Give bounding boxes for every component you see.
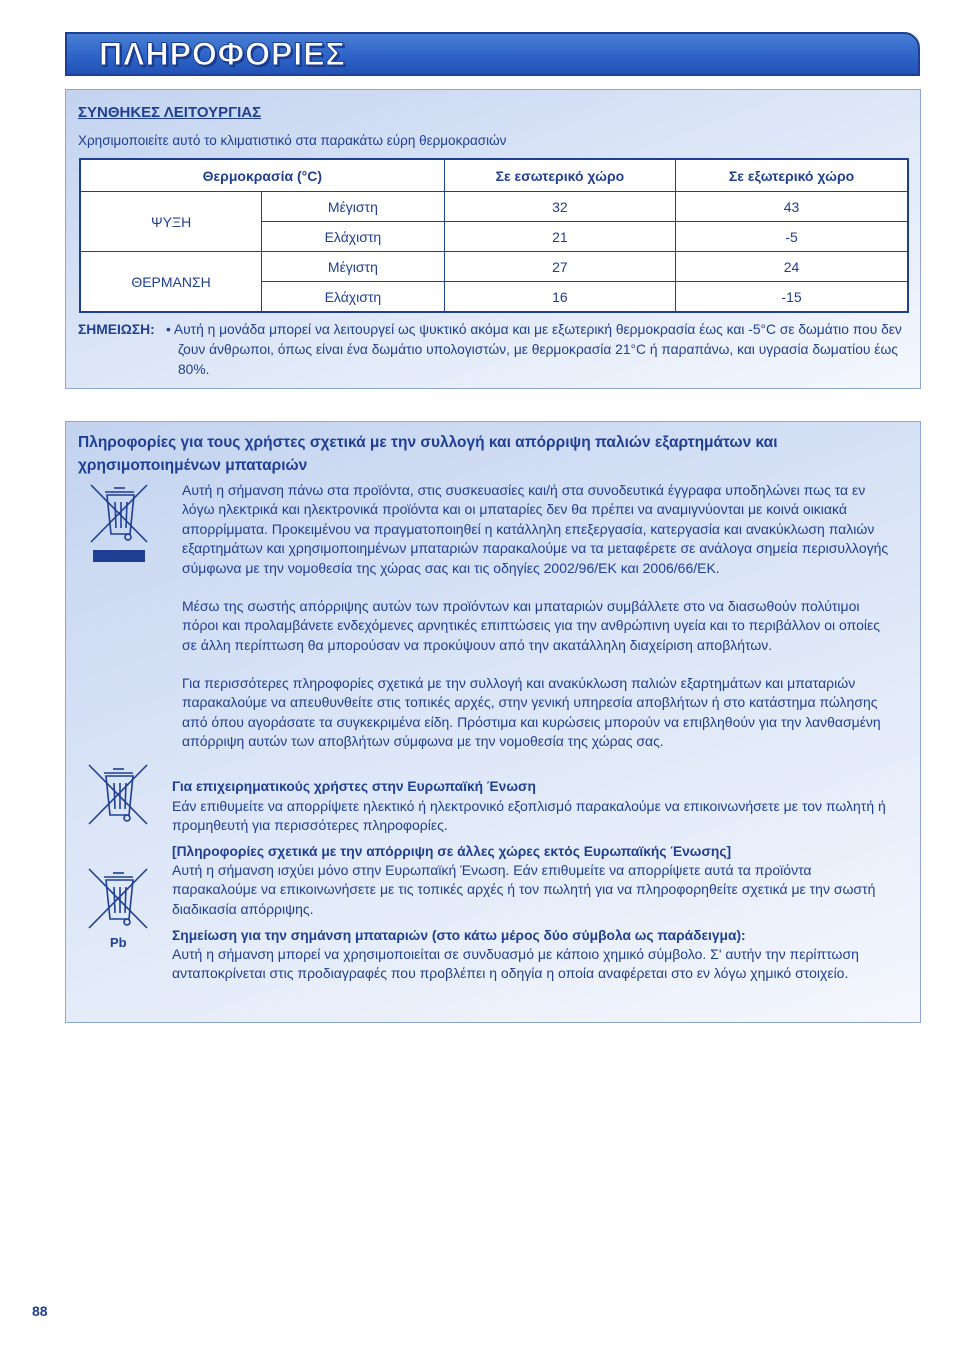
page-number: 88	[32, 1303, 48, 1319]
crossed-bin-icon	[86, 866, 150, 932]
table-cell: 21	[444, 222, 675, 252]
page-title: ΠΛΗΡΟΦΟΡΙΕΣ	[99, 36, 346, 72]
table-cell: Μέγιστη	[262, 252, 445, 282]
disposal-info-panel	[65, 421, 921, 1023]
table-cell: Μέγιστη	[262, 192, 445, 222]
crossed-bin-icon	[86, 762, 150, 828]
table-cell: 43	[676, 192, 908, 222]
table-row	[80, 192, 908, 222]
table-row	[80, 252, 908, 282]
business-users-text: Εάν επιθυμείτε να απορρίψετε ηλεκτικό ή ηλεκτρονικό εξοπλισμό παρακαλούμε να επικοινωνήσετε με τον πωλητή ή προμηθευτή για περισσότερες πληροφορίες.	[172, 798, 886, 834]
other-countries-text: Αυτή η σήμανση ισχύει μόνο στην Ευρωπαϊκή Ένωση. Εάν επιθυμείτε να απορρίψετε αυτά τα προϊόντα παρακαλούμε να επικοινωνήσετε με τις τοπικές αρχές ή τον πωλητή για να πληροφορηθείτε σχετικά με την σωστή διαδικασία απόρριψης.	[172, 862, 876, 917]
table-cell: 16	[444, 282, 675, 313]
table-header-row	[80, 159, 908, 192]
mode-cell: ΘΕΡΜΑΝΣΗ	[80, 252, 262, 313]
battery-note-heading: Σημείωση για την σημάνση μπαταριών (στο κάτω μέρος δύο σύμβολα ως παράδειγμα):	[172, 928, 746, 943]
temperature-table	[79, 158, 909, 313]
table-cell: Ελάχιστη	[262, 222, 445, 252]
table-cell: 27	[444, 252, 675, 282]
disposal-paragraph-2: Μέσω της σωστής απόρριψης αυτών των προϊόντων και μπαταριών συμβάλλετε στο να διασωθούν πολύτιμοι πόροι και προλαμβάνετε ενδεχόμενες αρνητικές επιπτώσεις για την ανθρώπινη υγεία και το περιβάλλον οι οποίες σε άλλη περίπτωση θα μπορούσαν να προκύψουν από την ακατάλληλη διαχείριση αποβλήτων.	[182, 598, 880, 653]
table-header: Θερμοκρασία (°C)	[80, 159, 444, 192]
disposal-paragraph-3: Για περισσότερες πληροφορίες σχετικά με την συλλογή και ανακύκλωση παλιών εξαρτημάτων και μπαταριών παρακαλούμε να απευθυνθείτε στις τοπικές αρχές, στην γενική υπηρεσία αποβλήτων ή στο κατάστημα πώλησης από όπου αγοράσατε τα συγκεκριμένα είδη. Πρόστιμα και κυρώσεις μπορούν να επιβληθούν για την λανθασμένη απόρριψη αυτών των αποβλήτων σύμφωνα με την νομοθεσία της χώρας σας.	[182, 675, 881, 750]
note-label: ΣΗΜΕΙΩΣΗ:	[78, 322, 155, 337]
other-countries-heading: [Πληροφορίες σχετικά με την απόρριψη σε άλλες χώρες εκτός Ευρωπαϊκής Ένωσης]	[172, 844, 732, 859]
page-header-banner	[65, 32, 920, 76]
crossed-bin-icon	[88, 482, 150, 566]
pb-label: Pb	[110, 935, 127, 950]
table-cell: 32	[444, 192, 675, 222]
table-header: Σε εξωτερικό χώρο	[676, 159, 908, 192]
operating-conditions-panel	[65, 89, 921, 389]
table-cell: 24	[676, 252, 908, 282]
table-header: Σε εσωτερικό χώρο	[444, 159, 675, 192]
table-cell: Ελάχιστη	[262, 282, 445, 313]
table-cell: -5	[676, 222, 908, 252]
business-users-heading: Για επιχειρηματικούς χρήστες στην Ευρωπαϊκή Ένωση	[172, 779, 536, 794]
section-title: ΣΥΝΘΗΚΕΣ ΛΕΙΤΟΥΡΓΙΑΣ	[78, 104, 262, 121]
note-text: • Αυτή η μονάδα μπορεί να λειτουργεί ως ψυκτικό ακόμα και με εξωτερική θερμοκρασία έως και -5°C σε δωμάτιο που δεν ζουν άνθρωποι, όπως είναι ένα δωμάτιο υπολογιστών, με θερμοκρασία 21°C ή παραπάνω, και υγρασία δωματίου έως 80%.	[166, 322, 902, 377]
mode-cell: ΨΥΞΗ	[80, 192, 262, 252]
disposal-paragraph-1: Αυτή η σήμανση πάνω στα προϊόντα, στις συσκευασίες και/ή στα συνοδευτικά έγγραφα υποδηλώνει πως τα εν λόγω ηλεκτρικά και ηλεκτρονικά προϊόντα και οι μπαταρίες δεν θα πρέπει να αναμιγνύονται με κοινά οικιακά απορρίμματα. Προκειμένου να πραγματοποιηθεί η κατάλληλη επεξεργασία, κατεργασία και ανακύκλωση παλιών εξαρτημάτων και χρησιμοποιημένων μπαταριών παρακαλούμε να τα μεταφέρετε σε ανάλογα σημεία περισυλλογής σύμφωνα με την νομοθεσία της χώρας σας και τις οδηγίες 2002/96/ΕΚ και 2006/66/ΕΚ.	[182, 482, 889, 576]
section-subtitle: Χρησιμοποιείτε αυτό το κλιματιστικό στα παρακάτω εύρη θερμοκρασιών	[78, 133, 507, 148]
table-cell: -15	[676, 282, 908, 313]
disposal-title: Πληροφορίες για τους χρήστες σχετικά με την συλλογή και απόρριψη παλιών εξαρτημάτων και χρησιμοποιημένων μπαταριών	[78, 434, 778, 474]
battery-note-text: Αυτή η σήμανση μπορεί να χρησιμοποιείται σε συνδυασμό με κάποιο χημικό σύμβολο. Σ' αυτήν την περίπτωση ανταποκρίνεται στις προδιαγραφές που προβλέπει η οδηγία η οποία αναφέρεται στο εν λόγω χημικό στοιχείο.	[172, 946, 859, 982]
